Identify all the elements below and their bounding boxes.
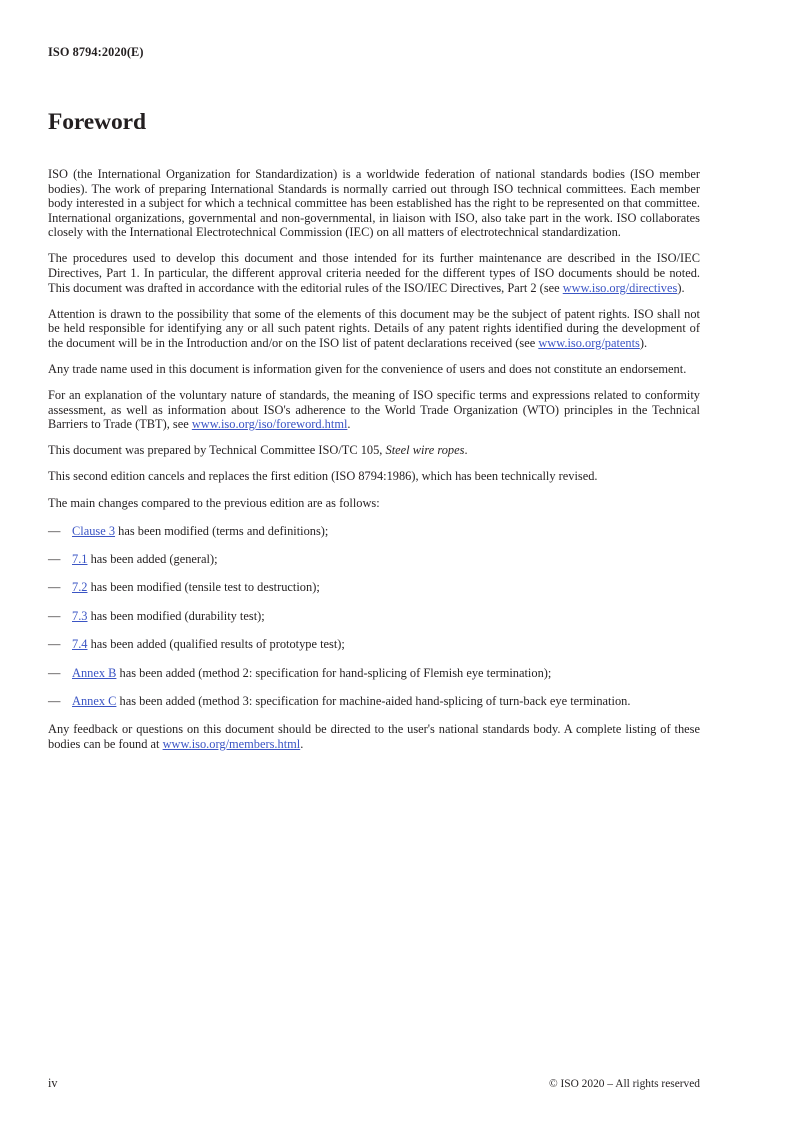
list-item-text: has been added (general); xyxy=(87,552,218,567)
link-annex-b[interactable]: Annex B xyxy=(72,665,117,680)
list-item xyxy=(48,552,700,567)
list-dash: — xyxy=(48,693,61,708)
document-reference: ISO 8794:2020(E) xyxy=(48,45,144,59)
paragraph-text: The procedures used to develop this document and those intended for its further maintenance are described in the ISO/IEC Directives, Part 1. In particular, the different approval criteria needed for the different types of ISO documents should be noted. This document was drafted in accordance with the editorial rules of the ISO/IEC Directives, Part 2 (see xyxy=(48,251,700,295)
paragraph-text-tail: ). xyxy=(677,280,685,295)
copyright-notice: © ISO 2020 – All rights reserved xyxy=(548,1078,700,1091)
paragraph-text: The main changes compared to the previous edition are as follows: xyxy=(48,495,380,510)
list-dash: — xyxy=(48,608,61,623)
paragraph-text: Any trade name used in this document is information given for the convenience of users and does not constitute an endorsement. xyxy=(48,361,687,376)
paragraph-text: Any feedback or questions on this document should be directed to the user's national standards body. A complete listing of these bodies can be found at xyxy=(48,722,700,751)
list-item xyxy=(48,694,700,709)
list-item xyxy=(48,524,700,539)
link-clause-7-2[interactable]: 7.2 xyxy=(72,580,88,595)
link-annex-c[interactable]: Annex C xyxy=(72,693,117,708)
list-item-text: has been added (qualified results of prototype test); xyxy=(87,637,345,652)
paragraph-text: This document was prepared by Technical Committee ISO/TC 105, xyxy=(48,443,386,458)
list-item xyxy=(48,666,700,681)
page-content xyxy=(48,0,700,763)
paragraph-trade-name xyxy=(48,362,700,377)
page-title: Foreword xyxy=(48,108,146,135)
paragraph-technical-committee xyxy=(48,443,700,458)
page-footer xyxy=(48,1076,700,1092)
list-dash: — xyxy=(48,552,61,567)
link-clause-7-4[interactable]: 7.4 xyxy=(72,637,88,652)
paragraph-procedures xyxy=(48,251,700,295)
link-clause-7-1[interactable]: 7.1 xyxy=(72,552,88,567)
committee-title: Steel wire ropes xyxy=(385,443,465,458)
paragraph-text-tail: . xyxy=(300,736,304,751)
link-iso-members[interactable]: www.iso.org/members.html xyxy=(162,736,301,751)
paragraph-text: Attention is drawn to the possibility that some of the elements of this document may be the subject of patent rights. ISO shall not be held responsible for identifying any or all such patent rights. Details of any patent rights identified during the development of the document will be in the Introduction and/or on the ISO list of patent declarations received (see xyxy=(48,306,700,350)
list-item xyxy=(48,580,700,595)
list-item-text: has been modified (durability test); xyxy=(87,608,265,623)
paragraph-feedback xyxy=(48,722,700,751)
list-item-text: has been added (method 3: specification for machine-aided hand-splicing of turn-back eye termination. xyxy=(116,693,631,708)
link-iso-patents[interactable]: www.iso.org/patents xyxy=(538,335,640,350)
changes-list xyxy=(48,524,700,709)
list-dash: — xyxy=(48,637,61,652)
paragraph-text: ISO (the International Organization for Standardization) is a worldwide federation of national standards bodies (ISO member bodies). The work of preparing International Standards is normally carried out through ISO technical committees. Each member body interested in a subject for which a technical committee has been established has the right to be represented on that committee. International organizations, governmental and non-governmental, in liaison with ISO, also take part in the work. ISO collaborates closely with the International Electrotechnical Commission (IEC) on all matters of electrotechnical standardization. xyxy=(48,166,700,240)
list-item-text: has been modified (terms and definitions); xyxy=(115,523,329,538)
list-dash: — xyxy=(48,580,61,595)
paragraph-text-tail: . xyxy=(347,417,351,432)
link-iso-directives[interactable]: www.iso.org/directives xyxy=(562,280,678,295)
paragraph-text-tail: . xyxy=(464,443,468,458)
page-number: iv xyxy=(48,1076,58,1091)
paragraph-patent-rights xyxy=(48,307,700,351)
paragraph-main-changes-intro xyxy=(48,496,700,511)
list-dash: — xyxy=(48,523,61,538)
paragraph-text: This second edition cancels and replaces the first edition (ISO 8794:1986), which has been technically revised. xyxy=(48,469,598,484)
list-dash: — xyxy=(48,665,61,680)
paragraph-second-edition xyxy=(48,469,700,484)
list-item xyxy=(48,609,700,624)
link-iso-foreword[interactable]: www.iso.org/iso/foreword.html xyxy=(191,417,348,432)
list-item xyxy=(48,637,700,652)
link-clause-3[interactable]: Clause 3 xyxy=(72,523,116,538)
paragraph-iso-description xyxy=(48,167,700,240)
paragraph-text: For an explanation of the voluntary nature of standards, the meaning of ISO specific terms and expressions related to conformity assessment, as well as information about ISO's adherence to the World Trade Organization (WTO) principles in the Technical Barriers to Trade (TBT), see xyxy=(48,388,700,432)
list-item-text: has been modified (tensile test to destruction); xyxy=(87,580,320,595)
list-item-text: has been added (method 2: specification for hand-splicing of Flemish eye termination); xyxy=(116,665,552,680)
paragraph-voluntary-nature xyxy=(48,388,700,432)
link-clause-7-3[interactable]: 7.3 xyxy=(72,608,88,623)
paragraph-text-tail: ). xyxy=(639,335,648,350)
